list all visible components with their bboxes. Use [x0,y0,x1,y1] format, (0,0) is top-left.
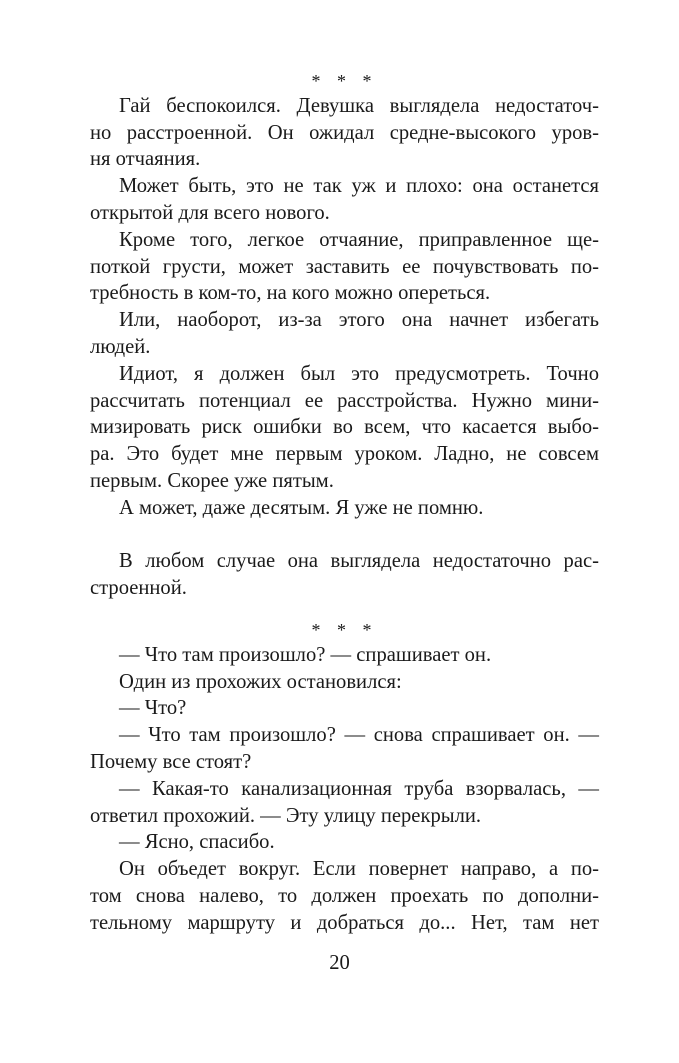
text-line: Один из прохожих остановился: [119,670,402,693]
text-line: ня отчаяния. [90,148,201,171]
text-line: Он объедет вокруг. Если повернет направо, а по- [119,858,599,881]
text-line: том снова налево, то должен проехать по дополни- [90,884,599,907]
text-line: Почему все стоят? [90,750,252,773]
text-line: Кроме того, легкое отчаяние, приправленное ще- [119,228,599,251]
text-line: Или, наоборот, из-за этого она начнет избегать [119,309,599,332]
section-separator: * * * [311,619,378,640]
page-number: 20 [329,952,350,974]
text-line: поткой грусти, может заставить ее почувствовать по- [90,255,599,278]
text-line: строенной. [90,577,187,600]
text-line: требность в ком-то, на кого можно опереться. [90,282,491,305]
text-line: Идиот, я должен был это предусмотреть. Точно [119,362,599,385]
text-line: Может быть, это не так уж и плохо: она останется [119,175,599,198]
section-1 [90,93,599,602]
text-line: ответил прохожий. — Эту улицу перекрыли. [90,804,482,827]
text-line: — Что там произошло? — снова спрашивает он. — [119,724,599,747]
text-line: тельному маршруту и добраться до... Нет, там нет [90,911,599,934]
text-line: В любом случае она выглядела недостаточно рас- [119,550,599,573]
section-separator: * * * [311,71,378,91]
text-line: Гай беспокоился. Девушка выглядела недостаточ- [119,94,599,117]
text-line: но расстроенной. Он ожидал средне-высокого уров- [90,121,599,144]
section-2 [90,642,599,937]
paragraph-gap [90,522,599,549]
text-line: мизировать риск ошибки во всем, что касается выбо- [90,416,599,439]
text-line: — Что там произошло? — спрашивает он. [119,643,492,666]
text-line: рассчитать потенциал ее расстройства. Нужно мини- [90,389,599,412]
text-line: открытой для всего нового. [90,201,330,224]
paragraph-gap [90,602,599,615]
text-line: — Что? [119,697,187,720]
text-line: — Какая-то канализационная труба взорвалась, — [119,777,599,800]
text-line: ра. Это будет мне первым уроком. Ладно, не совсем [90,443,599,466]
text-line: А может, даже десятым. Я уже не помню. [119,496,484,519]
text-line: первым. Скорее уже пятым. [90,469,334,492]
text-line: людей. [90,335,151,358]
text-line: — Ясно, спасибо. [119,831,275,854]
page-body [90,66,599,937]
